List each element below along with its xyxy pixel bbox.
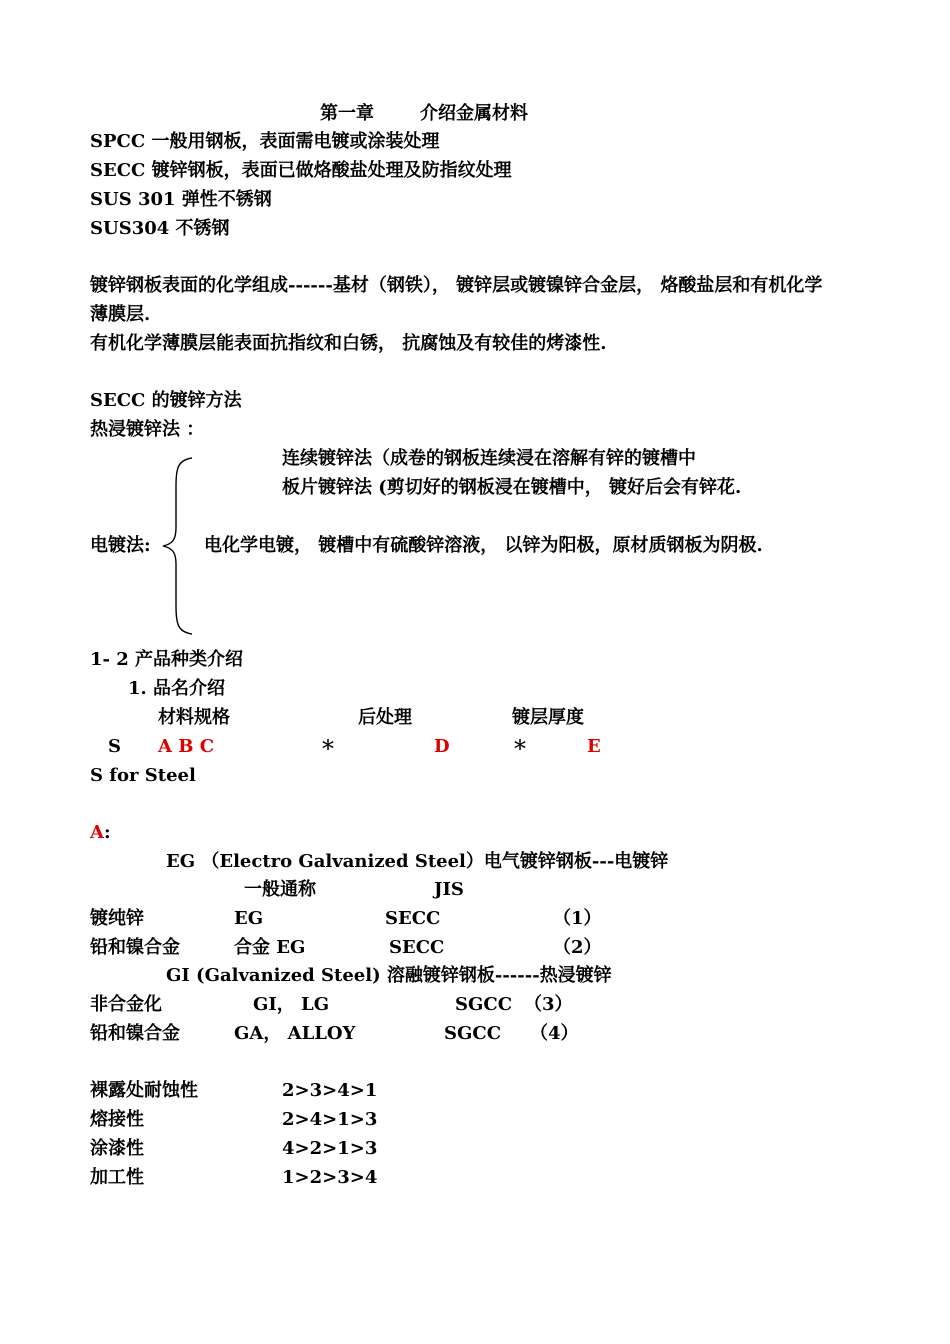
row-alloy-ga-name: 铅和镍合金 (90, 1023, 180, 1044)
property-paintability-order: 4>2>1>3 (282, 1138, 378, 1159)
col-general-name: 一般通称 (244, 879, 316, 900)
gi-definition: GI (Galvanized Steel) 溶融镀锌钢板------热浸镀锌 (166, 965, 612, 986)
eg-definition: EG （Electro Galvanized Steel）电气镀锌钢板---电镀锌 (166, 851, 669, 872)
row-alloy-eg-general: 合金 EG (234, 937, 306, 958)
row-alloy-ga-num: （4） (530, 1023, 579, 1044)
property-weldability-name: 熔接性 (90, 1109, 144, 1130)
curly-brace-icon (160, 456, 200, 636)
section-a-heading (90, 822, 111, 844)
row-alloy-eg-name: 铅和镍合金 (90, 937, 180, 958)
property-corrosion-name: 裸露处耐蚀性 (90, 1080, 198, 1101)
code-e: E (587, 736, 601, 757)
electroplating-desc: 电化学电镀， 镀槽中有硫酸锌溶液， 以锌为阳极，原材质钢板为阴极. (204, 535, 763, 556)
row-non-alloy-jis: SGCC (455, 994, 513, 1015)
row-alloy-eg-jis: SECC (389, 937, 445, 958)
property-workability-order: 1>2>3>4 (282, 1167, 378, 1188)
chapter-label: 第一章 (320, 103, 374, 124)
col-coating-thickness: 镀层厚度 (512, 707, 584, 728)
row-alloy-ga-general: GA， ALLOY (234, 1023, 356, 1044)
electroplating-label: 电镀法: (90, 535, 151, 556)
chapter-title: 介绍金属材料 (420, 103, 528, 124)
row-non-alloy-general: GI， LG (253, 994, 330, 1015)
products-heading: 1- 2 产品种类介绍 (90, 649, 244, 670)
material-spcc: SPCC 一般用钢板，表面需电镀或涂装处理 (90, 131, 440, 152)
col-material-spec: 材料规格 (158, 707, 230, 728)
code-d: D (434, 736, 450, 757)
method-heading: SECC 的镀锌方法 (90, 390, 242, 411)
products-subheading: 1. 品名介绍 (128, 678, 226, 699)
property-workability-name: 加工性 (90, 1167, 144, 1188)
code-abc: A B C (158, 736, 215, 757)
row-alloy-ga-jis: SGCC (444, 1023, 502, 1044)
code-s: S (108, 736, 121, 757)
property-corrosion-order: 2>3>4>1 (282, 1080, 378, 1101)
row-non-alloy-name: 非合金化 (90, 994, 162, 1015)
sheet-method: 板片镀锌法 (剪切好的钢板浸在镀槽中， 镀好后会有锌花. (282, 477, 742, 498)
material-sus304: SUS304 不锈钢 (90, 218, 230, 239)
material-secc: SECC 镀锌钢板，表面已做烙酸盐处理及防指纹处理 (90, 160, 512, 181)
separator-star-2: * (514, 735, 526, 763)
material-sus301: SUS 301 弹性不锈钢 (90, 189, 272, 210)
hot-dip-label: 热浸镀锌法 ： (90, 419, 205, 440)
property-weldability-order: 2>4>1>3 (282, 1109, 378, 1130)
organic-film-note: 有机化学薄膜层能表面抗指纹和白锈， 抗腐蚀及有较佳的烤漆性. (90, 333, 607, 354)
property-paintability-name: 涂漆性 (90, 1138, 144, 1159)
row-non-alloy-num: （3） (524, 994, 573, 1015)
section-a-letter: A (90, 822, 104, 843)
composition-line-2: 薄膜层. (90, 304, 151, 325)
section-a-colon: : (103, 822, 111, 843)
row-alloy-eg-num: （2） (553, 937, 602, 958)
row-pure-zinc-jis: SECC (385, 908, 441, 929)
composition-line-1: 镀锌钢板表面的化学组成------基材（钢铁）， 镀锌层或镀镍锌合金层， 烙酸盐层和有机化学 (90, 275, 823, 296)
col-post-treatment: 后处理 (358, 707, 412, 728)
continuous-method: 连续镀锌法（成卷的钢板连续浸在溶解有锌的镀槽中 (282, 448, 696, 469)
col-jis: JIS (434, 879, 464, 900)
row-pure-zinc-num: （1） (553, 908, 602, 929)
row-pure-zinc-general: EG (234, 908, 264, 929)
row-pure-zinc-name: 镀纯锌 (90, 908, 144, 929)
s-for-steel: S for Steel (90, 765, 196, 786)
separator-star-1: * (322, 735, 334, 763)
